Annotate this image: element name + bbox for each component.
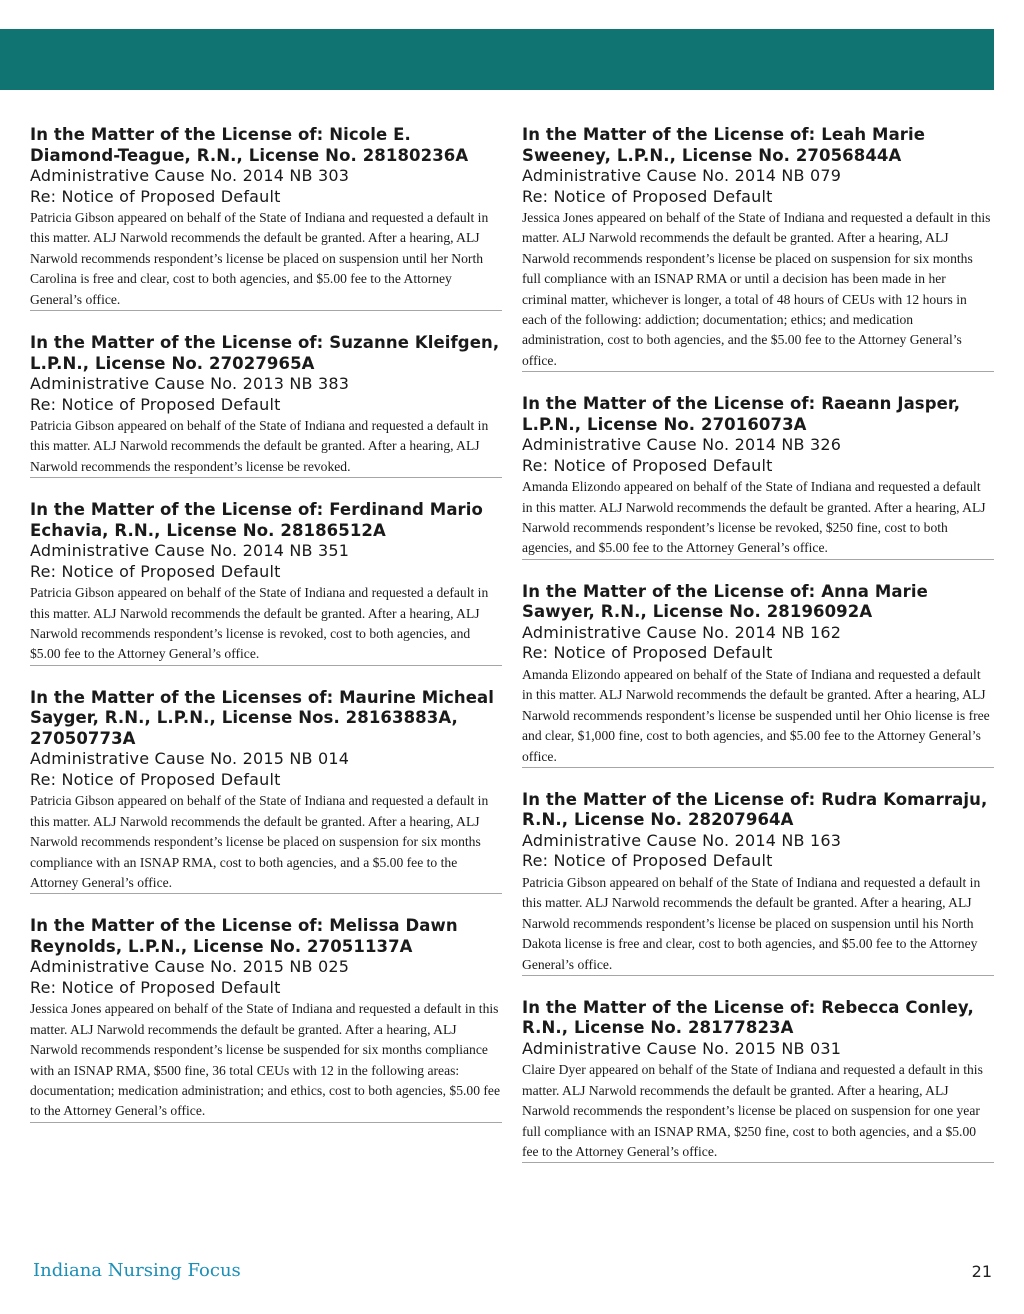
case-entry (30, 333, 502, 478)
case-summary: Patricia Gibson appeared on behalf of the State of Indiana and requested a default in this matter. ALJ Narwold recommends the default be granted. After a hearing, ALJ Narwold recommends respondent’s license be placed on suspension for six months compliance with an ISNAP RMA, cost to both agencies, and a $5.00 fee to the Attorney General’s office. (30, 793, 489, 890)
case-summary: Jessica Jones appeared on behalf of the State of Indiana and requested a default in this matter. ALJ Narwold recommends the default be granted. After a hearing, ALJ Narwold recommends respondent’s license be suspended for six months compliance with an ISNAP RMA, $500 fine, 36 total CEUs with 12 in the following areas: documentation; medication administration; and ethics, cost to both agencies, $5.00 fee to the Attorney General’s office. (30, 1001, 500, 1119)
case-subject: Re: Notice of Proposed Default (30, 977, 281, 997)
case-entry (30, 688, 502, 895)
cause-number: Administrative Cause No. 2014 NB 079 (522, 166, 842, 185)
case-summary: Jessica Jones appeared on behalf of the State of Indiana and requested a default in this matter. ALJ Narwold recommends the default be granted. After a hearing, ALJ Narwold recommends respondent’s license be placed on suspension for six months full compliance with an ISNAP RMA or until a decision has been made in her criminal matter, whichever is longer, a total of 48 hours of CEUs with 12 hours in each of the following: addiction; documentation; ethics; and medication administration, cost to both agencies, and the $5.00 fee to the Attorney General’s office. (522, 210, 991, 368)
publication-title: Indiana Nursing Focus (33, 1260, 241, 1281)
case-summary: Amanda Elizondo appeared on behalf of the State of Indiana and requested a default in this matter. ALJ Narwold recommends the default be granted. After a hearing, ALJ Narwold recommends respondent’s license be revoked, $250 fine, cost to both agencies, and $5.00 fee to the Attorney General’s office. (522, 479, 986, 556)
case-subject: Re: Notice of Proposed Default (30, 561, 281, 581)
case-title: In the Matter of the License of: Rudra Komarraju, R.N., License No. 28207964A (522, 789, 988, 830)
case-title: In the Matter of the License of: Melissa Dawn Reynolds, L.P.N., License No. 27051137A (30, 916, 458, 956)
right-column (522, 125, 994, 1185)
case-subject: Re: Notice of Proposed Default (522, 851, 773, 871)
header-banner (0, 29, 994, 90)
case-subject: Re: Notice of Proposed Default (30, 394, 281, 414)
cause-number: Administrative Cause No. 2014 NB 351 (30, 541, 350, 561)
cause-number: Administrative Cause No. 2014 NB 303 (30, 166, 350, 185)
cause-number: Administrative Cause No. 2015 NB 014 (30, 749, 350, 769)
case-entry (30, 500, 502, 666)
case-entry (30, 916, 502, 1122)
cause-number: Administrative Cause No. 2014 NB 163 (522, 830, 842, 850)
left-column (30, 125, 502, 1145)
case-title: In the Matter of the License of: Rebecca Conley, R.N., License No. 28177823A (522, 997, 974, 1038)
case-title: In the Matter of the License of: Suzanne Kleifgen, L.P.N., License No. 27027965A (30, 333, 500, 373)
cause-number: Administrative Cause No. 2014 NB 326 (522, 435, 842, 455)
case-entry (522, 790, 994, 976)
case-title: In the Matter of the License of: Anna Marie Sawyer, R.N., License No. 28196092A (522, 581, 928, 622)
cause-number: Administrative Cause No. 2014 NB 162 (522, 622, 842, 642)
case-summary: Patricia Gibson appeared on behalf of the State of Indiana and requested a default in this matter. ALJ Narwold recommends the default be granted. After a hearing, ALJ Narwold recommends respondent’s license is revoked, cost to both agencies, and $5.00 fee to the Attorney General’s office. (30, 585, 489, 662)
case-subject: Re: Notice of Proposed Default (30, 186, 281, 206)
cause-number: Administrative Cause No. 2013 NB 383 (30, 374, 350, 394)
case-entry (30, 125, 502, 311)
case-subject: Re: Notice of Proposed Default (522, 455, 773, 475)
cause-number: Administrative Cause No. 2015 NB 025 (30, 957, 350, 977)
case-entry (522, 998, 994, 1164)
case-entry (522, 125, 994, 372)
page-number: 21 (971, 1262, 992, 1281)
case-subject: Re: Notice of Proposed Default (522, 643, 773, 663)
case-subject: Re: Notice of Proposed Default (522, 186, 773, 206)
case-title: In the Matter of the License of: Leah Marie Sweeney, L.P.N., License No. 27056844A (522, 125, 926, 165)
case-title: In the Matter of the License of: Ferdinand Mario Echavia, R.N., License No. 28186512A (30, 500, 483, 540)
case-title: In the Matter of the License of: Raeann Jasper, L.P.N., License No. 27016073A (522, 394, 961, 434)
case-title: In the Matter of the License of: Nicole E. Diamond-Teague, R.N., License No. 28180236A (30, 125, 469, 165)
case-subject: Re: Notice of Proposed Default (30, 769, 281, 789)
cause-number: Administrative Cause No. 2015 NB 031 (522, 1038, 842, 1058)
case-title: In the Matter of the Licenses of: Maurine Micheal Sayger, R.N., L.P.N., License Nos. 28163883A, 27050773A (30, 687, 495, 748)
case-entry (522, 582, 994, 768)
case-entry (522, 394, 994, 560)
case-summary: Patricia Gibson appeared on behalf of the State of Indiana and requested a default in this matter. ALJ Narwold recommends the default be granted. After a hearing, ALJ Narwold recommends respondent’s license be placed on suspension until her North Carolina is free and clear, cost to both agencies, and $5.00 fee to the Attorney General’s office. (30, 210, 489, 307)
case-summary: Patricia Gibson appeared on behalf of the State of Indiana and requested a default in this matter. ALJ Narwold recommends the default be granted. After a hearing, ALJ Narwold recommends the respondent’s license be revoked. (30, 418, 489, 474)
case-summary: Amanda Elizondo appeared on behalf of the State of Indiana and requested a default in this matter. ALJ Narwold recommends the default be granted. After a hearing, ALJ Narwold recommends respondent’s license be suspended until her Ohio license is free and clear, $1,000 fine, cost to both agencies, and $5.00 fee to the Attorney General’s office. (522, 666, 990, 764)
case-summary: Claire Dyer appeared on behalf of the State of Indiana and requested a default in this matter. ALJ Narwold recommends the default be granted. After a hearing, ALJ Narwold recommends the respondent’s license be placed on suspension for one year full compliance with an ISNAP RMA, $250 fine, cost to both agencies, and a $5.00 fee to the Attorney General’s office. (522, 1062, 983, 1160)
case-summary: Patricia Gibson appeared on behalf of the State of Indiana and requested a default in this matter. ALJ Narwold recommends the default be granted. After a hearing, ALJ Narwold recommends respondent’s license be placed on suspension until his North Dakota license is free and clear, cost to both agencies, and $5.00 fee to the Attorney General’s office. (522, 874, 981, 972)
